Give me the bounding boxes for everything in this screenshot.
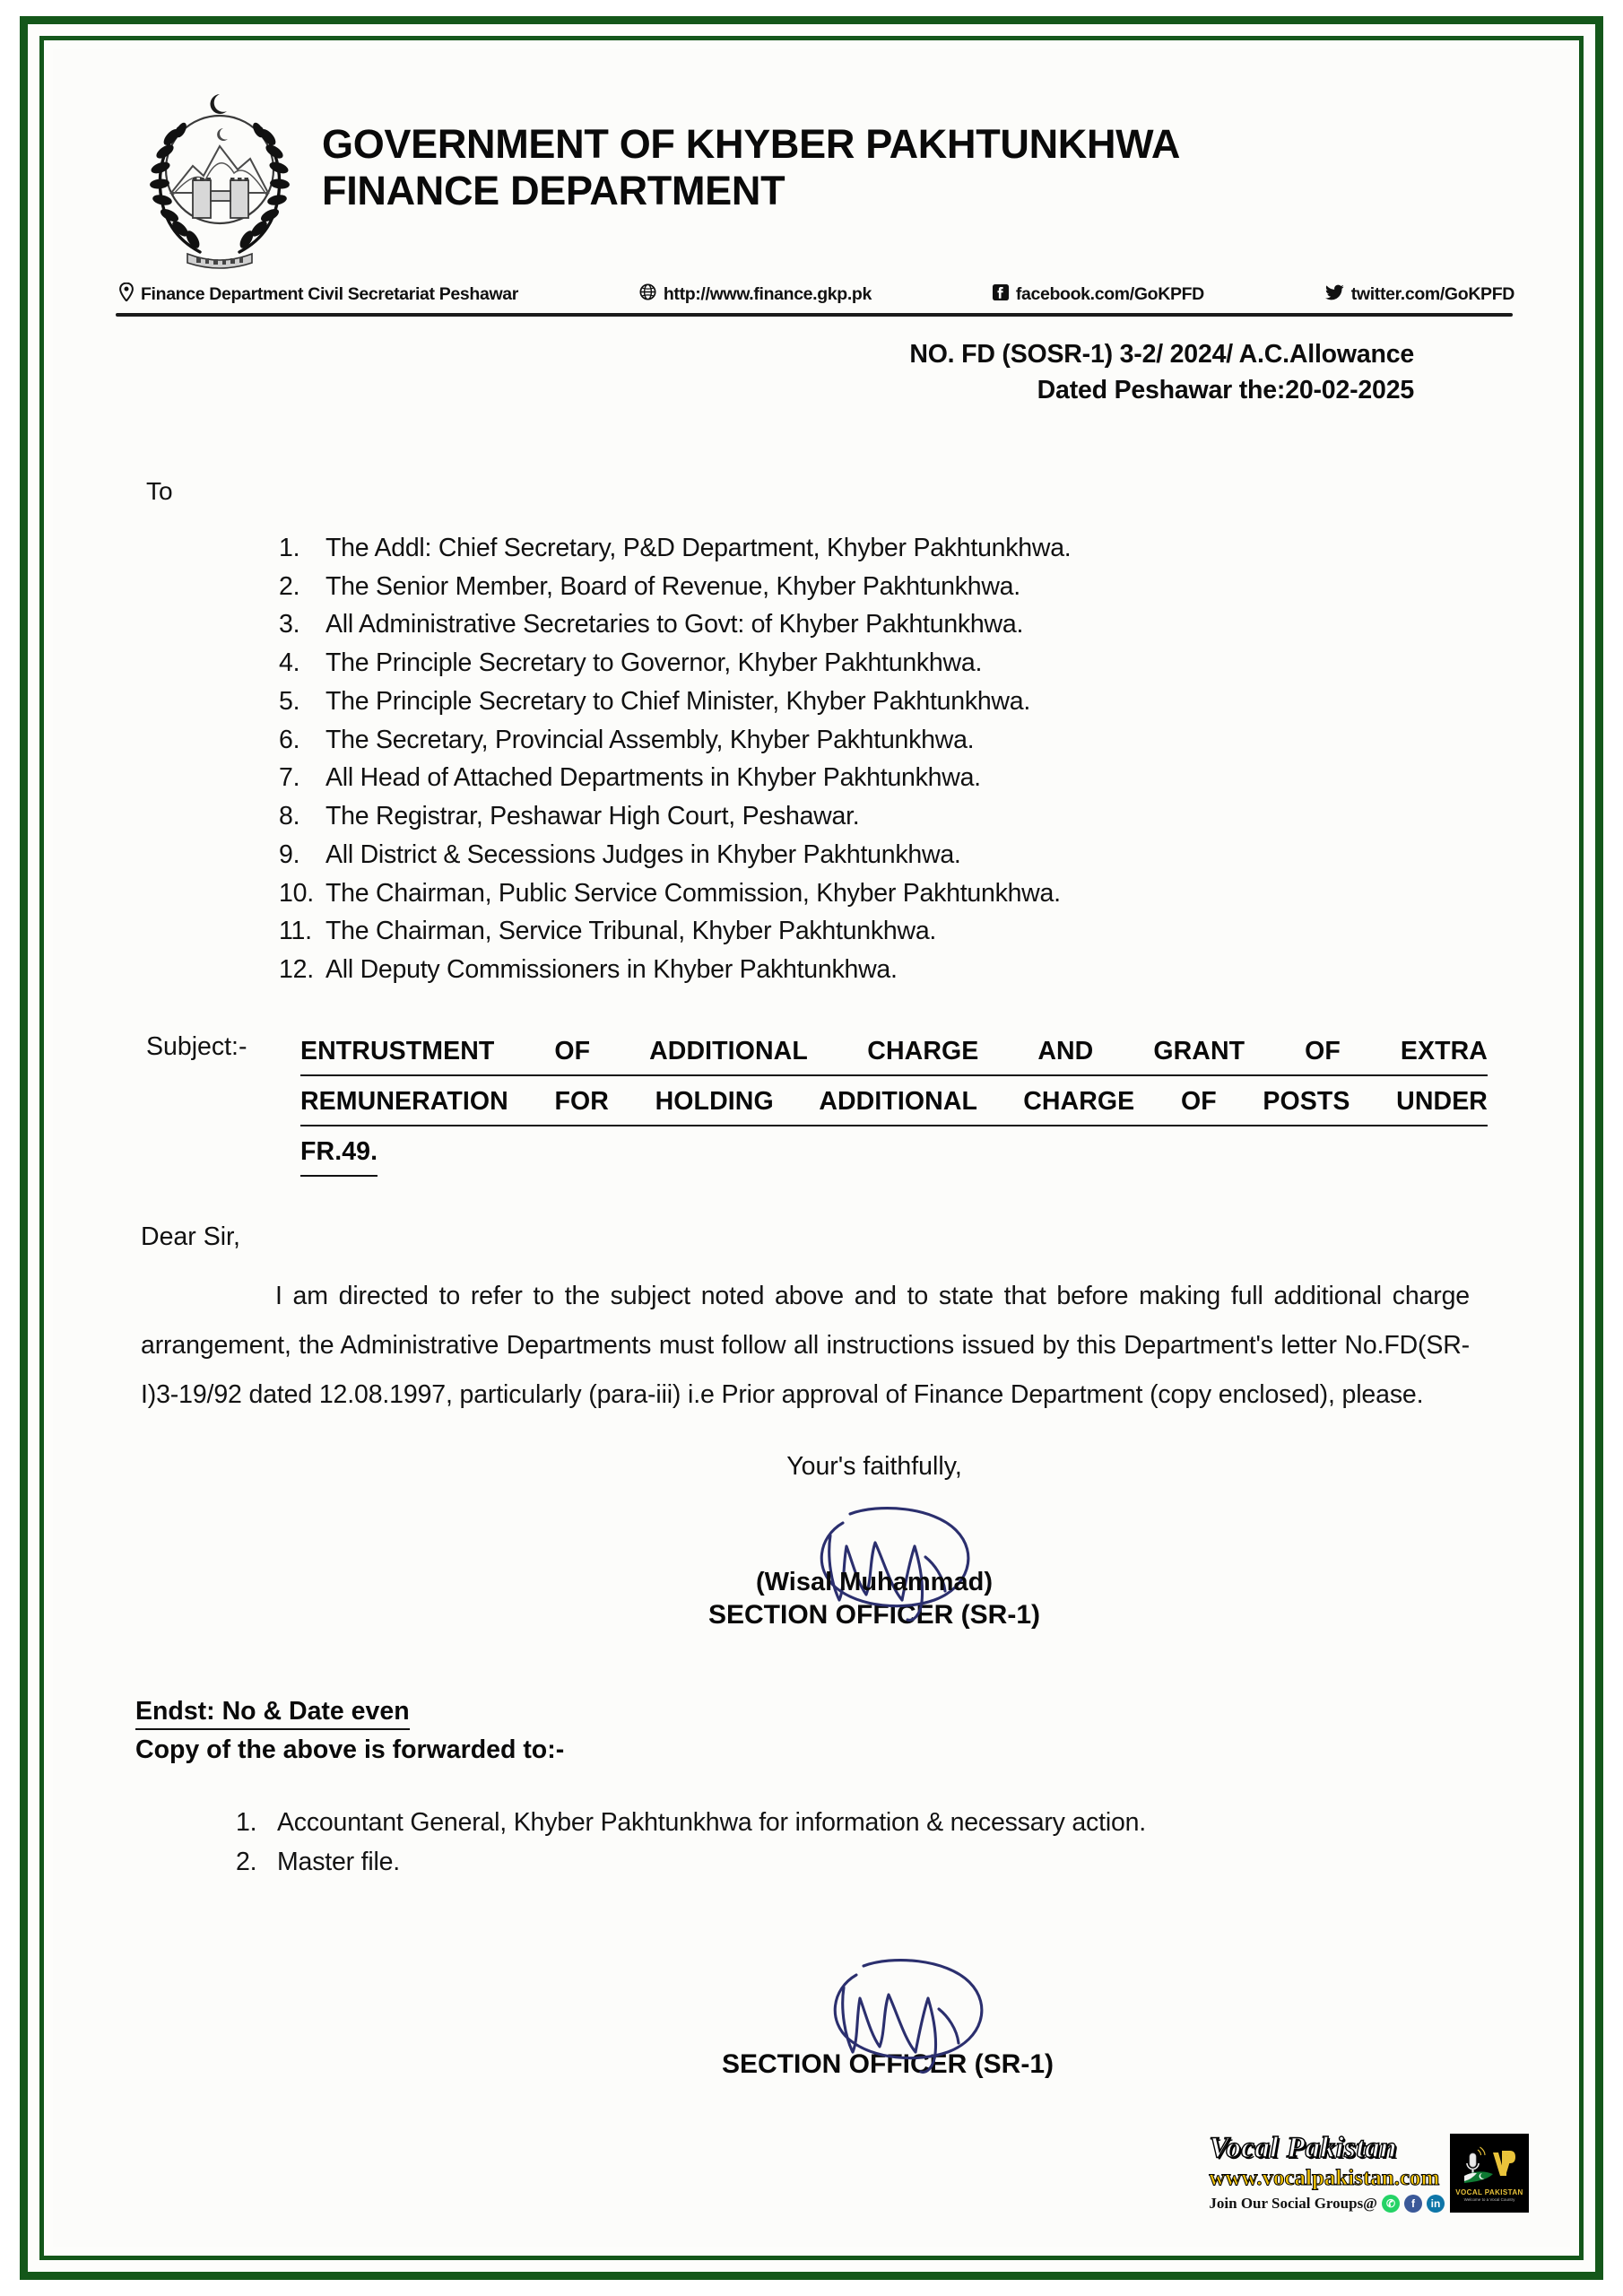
list-item-number: 4. <box>279 648 300 678</box>
contact-facebook-label: facebook.com/GoKPFD <box>1015 284 1204 304</box>
body-paragraph <box>100 1272 1523 1419</box>
list-item-label: The Principle Secretary to Governor, Khyber Pakhtunkhwa. <box>325 648 983 678</box>
list-item-number: 7. <box>279 763 300 793</box>
letter-sheet <box>53 49 1570 2247</box>
organization-names <box>322 87 1180 214</box>
list-item <box>279 605 1523 644</box>
signature-block-primary <box>100 1452 1523 1631</box>
list-item-label: All Deputy Commissioners in Khyber Pakhtunkhwa. <box>325 955 898 985</box>
khyber-pakhtunkhwa-government-emblem-icon <box>141 87 299 274</box>
brand-join-label: Join Our Social Groups@ <box>1209 2195 1377 2212</box>
reference-number: NO. FD (SOSR-1) 3-2/ 2024/ A.C.Allowance <box>909 340 1414 369</box>
border-frame-outer <box>20 16 1603 2280</box>
twitter-icon <box>1325 284 1344 306</box>
globe-icon <box>639 283 656 306</box>
body-paragraph-text: I am directed to refer to the subject noted above and to state that before making full additional charge arrangement, the Administrative Departments must follow all instructions issued by this Department's letter No.FD(SR-I)3-19/92 dated 12.08.1997, particularly (para-iii) i.e Prior approval of Finance Department (copy enclosed), please. <box>141 1282 1470 1409</box>
reference-block <box>100 336 1523 409</box>
closing-salutation: Your's faithfully, <box>786 1451 962 1481</box>
endorsement-list <box>135 1803 1523 1882</box>
contact-twitter-label: twitter.com/GoKPFD <box>1350 284 1515 304</box>
list-item-number: 8. <box>279 802 300 831</box>
list-item-number: 12. <box>279 955 314 985</box>
reference-date: Dated Peshawar the:20-02-2025 <box>1037 376 1414 405</box>
brand-url[interactable]: www.vocalpakistan.com <box>1209 2166 1440 2190</box>
list-item <box>279 951 1523 989</box>
contact-facebook[interactable] <box>993 284 1204 306</box>
contact-twitter[interactable] <box>1325 284 1515 306</box>
list-item <box>279 912 1523 951</box>
list-item-label: The Chairman, Service Tribunal, Khyber Pakhtunkhwa. <box>325 917 937 946</box>
border-frame-inner <box>39 36 1584 2260</box>
list-item <box>236 1803 1523 1842</box>
linkedin-icon[interactable]: in <box>1427 2195 1445 2213</box>
list-item-number: 5. <box>279 686 300 716</box>
list-item-label: The Principle Secretary to Chief Minister, Khyber Pakhtunkhwa. <box>325 686 1031 716</box>
list-item-label: All Head of Attached Departments in Khyber Pakhtunkhwa. <box>325 763 981 793</box>
subject-line-2: REMUNERATION FOR HOLDING ADDITIONAL CHARGE OF POSTS UNDER <box>300 1081 1488 1126</box>
facebook-icon <box>993 284 1009 306</box>
subject-section <box>100 1031 1523 1181</box>
brand-social-row <box>1209 2195 1445 2213</box>
brand-logo-tagline: Welcome to a Vocal Country <box>1463 2196 1515 2202</box>
list-item <box>279 721 1523 760</box>
list-item-label: The Chairman, Public Service Commission, Khyber Pakhtunkhwa. <box>325 878 1061 908</box>
signature-block-secondary <box>100 1934 1523 2080</box>
contact-strip <box>100 283 1523 307</box>
list-item-label: Master file. <box>277 1847 400 1876</box>
list-item-label: All Administrative Secretaries to Govt: of Khyber Pakhtunkhwa. <box>325 610 1024 639</box>
list-item-number: 1. <box>236 1807 257 1837</box>
list-item-number: 1. <box>279 533 300 562</box>
brand-title: Vocal Pakistan <box>1209 2132 1398 2164</box>
endorsement-title: Endst: No & Date even <box>135 1697 410 1730</box>
signatory-title: SECTION OFFICER (SR-1) <box>707 1599 1040 1630</box>
whatsapp-icon[interactable]: ✆ <box>1382 2195 1400 2213</box>
contact-address <box>119 283 518 307</box>
facebook-icon[interactable]: f <box>1404 2195 1422 2213</box>
list-item <box>279 683 1523 721</box>
subject-line-3: FR.49. <box>300 1131 378 1177</box>
list-item-number: 3. <box>279 610 300 639</box>
list-item-label: The Senior Member, Board of Revenue, Khyber Pakhtunkhwa. <box>325 571 1020 601</box>
brand-watermark <box>1209 2134 1529 2213</box>
signatory-title: SECTION OFFICER (SR-1) <box>721 2048 1054 2079</box>
list-item <box>236 1842 1523 1882</box>
letterhead-divider <box>116 313 1513 317</box>
list-item-number: 2. <box>236 1847 257 1876</box>
list-item-number: 11. <box>279 917 312 946</box>
list-item <box>279 644 1523 683</box>
brand-logo-label: VOCAL PAKISTAN <box>1455 2187 1523 2196</box>
list-item-label: Accountant General, Khyber Pakhtunkhwa for information & necessary action. <box>277 1807 1146 1837</box>
contact-website[interactable] <box>639 283 872 306</box>
list-item <box>279 836 1523 874</box>
salutation: Dear Sir, <box>141 1222 240 1252</box>
signatory-name: (Wisal Muhammad) <box>755 1567 993 1596</box>
endorsement-subtitle: Copy of the above is forwarded to:- <box>135 1735 565 1764</box>
handwritten-signature-icon <box>722 1946 1054 2047</box>
endorsement-section <box>100 1697 1523 1882</box>
letterhead <box>100 73 1523 274</box>
contact-address-label: Finance Department Civil Secretariat Peshawar <box>141 284 519 304</box>
list-item-number: 9. <box>279 839 300 869</box>
list-item-number: 6. <box>279 725 300 754</box>
list-item-label: All District & Secessions Judges in Khyber Pakhtunkhwa. <box>325 839 961 869</box>
list-item-label: The Registrar, Peshawar High Court, Peshawar. <box>325 802 860 831</box>
to-label: To <box>146 476 173 505</box>
government-title: GOVERNMENT OF KHYBER PAKHTUNKHWA <box>322 121 1181 167</box>
location-pin-icon <box>119 283 134 307</box>
subject-text <box>300 1031 1488 1181</box>
list-item-label: The Secretary, Provincial Assembly, Khyber Pakhtunkhwa. <box>325 725 975 754</box>
list-item <box>279 874 1523 913</box>
vocal-pakistan-logo-icon <box>1450 2134 1529 2213</box>
recipient-list <box>100 529 1523 989</box>
list-item <box>279 568 1523 606</box>
subject-line-1: ENTRUSTMENT OF ADDITIONAL CHARGE AND GRANT OF EXTRA <box>300 1031 1488 1076</box>
contact-website-label: http://www.finance.gkp.pk <box>663 284 872 304</box>
list-item-label: The Addl: Chief Secretary, P&D Department, Khyber Pakhtunkhwa. <box>325 533 1072 562</box>
list-item-number: 10. <box>279 878 314 908</box>
list-item <box>279 797 1523 836</box>
list-item <box>279 759 1523 797</box>
list-item <box>279 529 1523 568</box>
subject-label: Subject:- <box>146 1031 247 1061</box>
list-item-number: 2. <box>279 571 300 601</box>
department-title: FINANCE DEPARTMENT <box>322 168 785 214</box>
